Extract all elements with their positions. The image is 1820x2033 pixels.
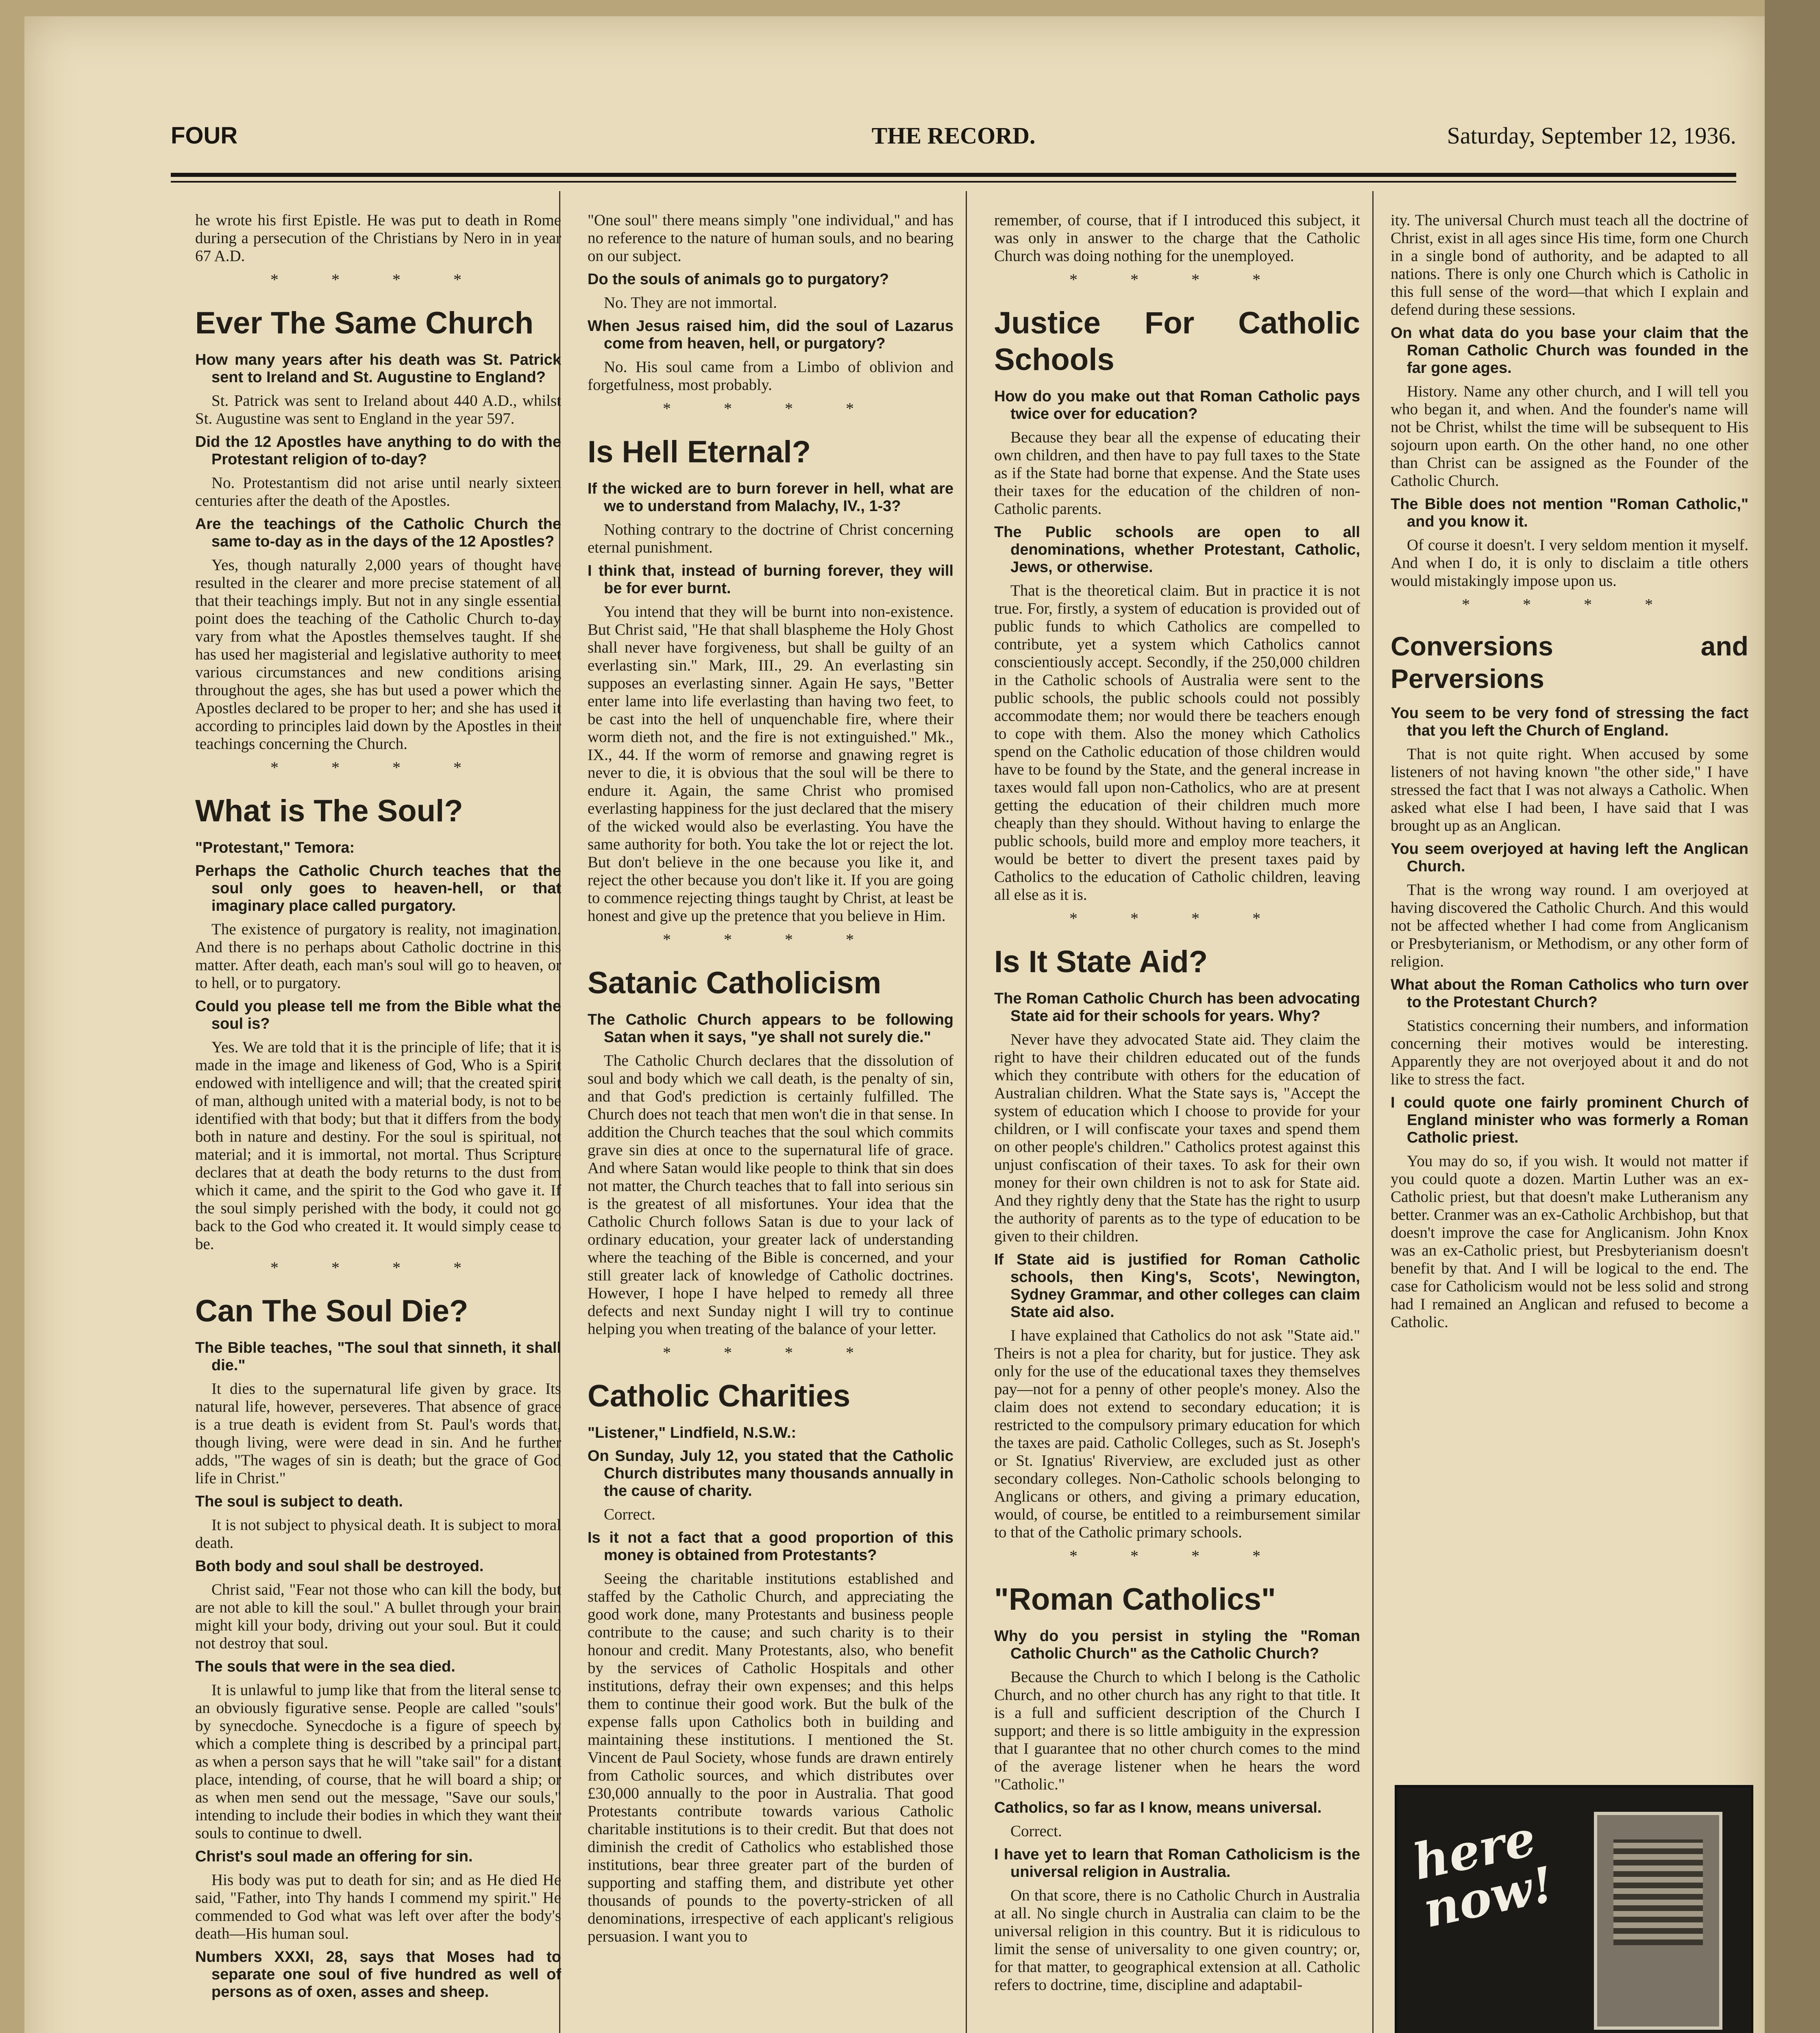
question: The Bible teaches, "The soul that sinneth, it shall die." (195, 1339, 561, 1374)
question: I think that, instead of burning forever, they will be for ever burnt. (588, 562, 954, 597)
answer: St. Patrick was sent to Ireland about 440 A.D., whilst St. Augustine was sent to England in the year 597. (195, 392, 561, 427)
section-heading: What is The Soul? (195, 794, 463, 828)
page-binding (1765, 0, 1820, 2033)
radio-cabinet-illustration (1594, 1812, 1722, 2030)
answer: The Catholic Church declares that the dissolution of soul and body which we call death, is the penalty of sin, and that God's prediction is certainly fulfilled. The Church does not teach that men won't die in that sense. In addition the Church teaches that the soul which commits grave sin dies at once to the supernatural life of grace. And where Satan would like people to think that sin does not matter, the Church teaches that to fall into serious sin is the greatest of all misfortunes. Your idea that the Catholic Church follows Satan is due to your lack of ordinary education, your greater lack of understanding where the teaching of the Bible is concerned, and your still greater lack of knowledge of Catholic doctrines. However, I hope I have helped to remedy all three defects and next Sunday night I will try to continue helping you when treating of the balance of your letter. (588, 1052, 954, 1338)
answer: Statistics concerning their numbers, and information concerning their motives would be interesting. Apparently they are not overjoyed about it and do not like to stress the fact. (1391, 1017, 1748, 1088)
question: Christ's soul made an offering for sin. (195, 1848, 473, 1865)
section-divider: * * * * (270, 270, 486, 289)
masthead-rule-thin (171, 181, 1736, 183)
section-divider: * * * * (1069, 270, 1285, 289)
column-rule (966, 191, 967, 2033)
section-heading: Is It State Aid? (994, 945, 1208, 979)
section-heading: Is Hell Eternal? (588, 435, 811, 469)
masthead (171, 122, 1736, 159)
section-divider: * * * * (270, 1258, 486, 1277)
answer: Because the Church to which I belong is the Catholic Church, and no other church has any right to that title. It is a full and sufficient description of the Church I support; and there is so little ambiguity in the expression that I guarantee that no other church comes to the mind of the average listener when he hears the word "Catholic." (994, 1668, 1360, 1793)
ad-headline: here now! (1408, 1809, 1559, 1939)
question: Both body and soul shall be destroyed. (195, 1558, 484, 1575)
masthead-rule (171, 173, 1736, 177)
paragraph: remember, of course, that if I introduced this subject, it was only in answer to the charge that the Catholic Church was doing nothing for the unemployed. (994, 211, 1360, 265)
section-divider: * * * * (663, 1343, 878, 1362)
answer: You may do so, if you wish. It would not matter if you could quote a dozen. Martin Luther was an ex-Catholic priest, but that doesn't make Lutheranism any better. Cranmer was an ex-Catholic Archbishop, but that doesn't improve the case for Anglicanism. John Knox was an ex-Catholic priest, but Presbyterianism doesn't benefit by that. And I will be logical to the end. The case for Catholicism would not be less solid and strong had I remained an Anglican and refused to become a Catholic. (1391, 1152, 1748, 1331)
section-heading: Ever The Same Church (195, 306, 534, 340)
question: How do you make out that Roman Catholic pays twice over for education? (994, 388, 1360, 422)
question: I have yet to learn that Roman Catholicism is the universal religion in Australia. (994, 1846, 1360, 1881)
answer: Yes, though naturally 2,000 years of thought have resulted in the clearer and more precise statement of all that their teachings imply. But not in any single essential point does the teaching of the Catholic Church to-day vary from what the Apostles themselves taught. If she has used her magisterial and legislative authority to meet various circumstances and new conditions arising throughout the ages, she has but used a power which the Apostles declared to be proper to her; and she has used it according to principles laid down by the Apostles in their teachings concerning the Church. (195, 556, 561, 753)
column-1 (195, 211, 561, 2007)
answer: No. Protestantism did not arise until nearly sixteen centuries after the death of the Apostles. (195, 474, 561, 509)
correspondent: "Listener," Lindfield, N.S.W.: (588, 1424, 797, 1441)
answer: I have explained that Catholics do not ask "State aid." Theirs is not a plea for charity, but for justice. They ask only for the use of the educational taxes they themselves pay—not for a penny of other people's money. Also the claim does not extend to secondary education; it is restricted to the compulsory primary education for which the taxes are paid. Catholic Colleges, such as St. Joseph's or St. Ignatius' Riverview, are excluded just as other secondary colleges. Non-Catholic schools belonging to Anglicans or others, and giving a primary education, would, of course, be entitled to a reimbursement similar to that of the Catholic primary schools. (994, 1327, 1360, 1541)
question: Why do you persist in styling the "Roman Catholic Church" as the Catholic Church? (994, 1628, 1360, 1662)
section-heading: Satanic Catholicism (588, 966, 882, 1000)
question: You seem to be very fond of stressing the fact that you left the Church of England. (1391, 705, 1748, 739)
answer: Correct. (604, 1506, 655, 1523)
section-divider: * * * * (1462, 595, 1677, 614)
answer: That is not quite right. When accused by some listeners of not having known "the other side," I have stressed the fact that I was not always a Catholic. When asked what else I had been, I have said that I was brought up as an Anglican. (1391, 745, 1748, 834)
correspondent: "Protestant," Temora: (195, 839, 355, 856)
question: How many years after his death was St. Patrick sent to Ireland and St. Augustine to England? (195, 351, 561, 386)
section-divider: * * * * (663, 930, 878, 949)
question: Did the 12 Apostles have anything to do with the Protestant religion of to-day? (195, 433, 561, 468)
answer: That is the theoretical claim. But in practice it is not true. For, firstly, a system of education is provided out of public funds to which Catholics are compelled to contribute, yet a system which Catholics cannot conscientiously accept. Secondly, if the 250,000 children in the Catholic schools of Australia were sent to the public schools, the public schools could not possibly accommodate them; nor would there be teachers enough to cope with them. Also the money which Catholics spend on the Catholic education of those children would have to be found by the State, and the general increase in taxes would fall upon non-Catholics, who are at present getting the education of their children much more cheaply than they should. Without having to enlarge the public schools, build more and employ more teachers, it would be better to divert the present taxes paid by Catholics to the education of Catholic children, leaving all else as it is. (994, 582, 1360, 903)
answer: History. Name any other church, and I will tell you who began it, and when. And the founder's name will not be Christ, whilst the time will be subsequent to His sojourn upon earth. On the other hand, no one other than Christ can be assigned as the Founder of the Catholic Church. (1391, 383, 1748, 490)
column-2 (588, 211, 954, 1951)
column-rule (1372, 191, 1374, 2033)
question: Catholics, so far as I know, means universal. (994, 1799, 1322, 1816)
section-divider: * * * * (1069, 909, 1285, 927)
answer: Because they bear all the expense of educating their own children, and then have to pay full taxes to the State as if the State had borne that expense. And the State uses their taxes for the education of the children of non-Catholic parents. (994, 429, 1360, 518)
question: The souls that were in the sea died. (195, 1658, 455, 1675)
answer: It is not subject to physical death. It is subject to moral death. (195, 1516, 561, 1552)
answer: Never have they advocated State aid. They claim the right to have their children educated out of the funds which they contribute with others for the education of Australian children. What the State says is, "Accept the system of education which I choose to provide for your children, or I will confiscate your taxes and spend them on other people's children." Catholics protest against this unjust confiscation of their taxes. To ask for their own money for their own children is not to ask for State aid. And they rightly deny that the State has the right to usurp the authority of parents as to the type of education to be given to their children. (994, 1031, 1360, 1245)
section-heading: "Roman Catholics" (994, 1582, 1276, 1617)
answer: You intend that they will be burnt into non-existence. But Christ said, "He that shall blaspheme the Holy Ghost shall never have forgiveness, but shall be guilty of an everlasting sin." Mark, III., 29. An everlasting sin supposes an everlasting sinner. Again He says, "Better enter lame into life everlasting than having two feet, to be cast into the hell of unquenchable fire, where their worm dieth not, and the fire is not extinguished." Mk., IX., 44. If the worm of remorse and gnawing regret is never to die, it is obvious that the soul will be there to endure it. Again, the same Christ who promised everlasting happiness for the just declared that the misery of the wicked would also be everlasting. You have the same authority for both. You take the lot or reject the lot. But don't believe in the one because you like it, and reject the other because you don't like it. If you are going to commence rejecting things taught by Christ, at least be honest and give up the pretence that you believe in Him. (588, 603, 954, 925)
answer: The existence of purgatory is reality, not imagination. And there is no perhaps about Catholic doctrine in this matter. After death, each man's soul will go to heaven, or to hell, or to purgatory. (195, 921, 561, 992)
section-heading: Catholic Charities (588, 1379, 851, 1413)
page-number: FOUR (171, 122, 238, 149)
question: Do the souls of animals go to purgatory? (588, 271, 889, 288)
question: The Bible does not mention "Roman Catholic," and you know it. (1391, 496, 1748, 530)
question: If the wicked are to burn forever in hell, what are we to understand from Malachy, IV., 1-3? (588, 480, 954, 515)
question: I could quote one fairly prominent Church of England minister who was formerly a Roman Catholic priest. (1391, 1094, 1748, 1146)
question: Is it not a fact that a good proportion of this money is obtained from Protestants? (588, 1529, 954, 1564)
section-heading: Can The Soul Die? (195, 1294, 468, 1328)
answer: Of course it doesn't. I very seldom mention it myself. And when I do, it is only to disclaim a title others would mistakingly impose upon us. (1391, 536, 1748, 590)
section-heading: Conversions and Perversions (1391, 631, 1748, 694)
question: On Sunday, July 12, you stated that the Catholic Church distributes many thousands annually in the cause of charity. (588, 1447, 954, 1500)
answer: Yes. We are told that it is the principle of life; that it is made in the image and likeness of God, Who is a Spirit endowed with intelligence and will; that the created spirit of man, although united with a material body, is not to be identified with that body; but that it differs from the body both in nature and destiny. For the soul is spiritual, not material; and it is immortal, not mortal. Thus Scripture declares that at death the body returns to the dust from which it came, and the spirit to the God who gave it. If the soul simply perished with the body, it could not go back to the God who created it. It would simply cease to be. (195, 1038, 561, 1253)
newspaper-title: THE RECORD. (871, 122, 1036, 149)
answer: It dies to the supernatural life given by grace. Its natural life, however, perseveres. That absence of grace is a true death is evident from St. Paul's words that, though living, were were dead in sin. And he further adds, "The wages of sin is death; but the grace of God life in Christ." (195, 1380, 561, 1487)
question: The soul is subject to death. (195, 1493, 403, 1510)
speaker-grill (1613, 1839, 1703, 1945)
column-4 (1391, 211, 1748, 1337)
section-divider: * * * * (663, 399, 878, 418)
answer: His body was put to death for sin; and as He died He said, "Father, into Thy hands I commend my spirit." He commended to God what was left over after the body's death—His human soul. (195, 1871, 561, 1942)
section-heading: Justice For Catholic Schools (994, 306, 1360, 377)
question: When Jesus raised him, did the soul of Lazarus come from heaven, hell, or purgatory? (588, 318, 954, 352)
section-divider: * * * * (270, 758, 486, 777)
question: Perhaps the Catholic Church teaches that the soul only goes to heaven-hell, or that imaginary place called purgatory. (195, 862, 561, 914)
tasma-radio-advertisement (1395, 1785, 1753, 2033)
question: Are the teachings of the Catholic Church the same to-day as in the days of the 12 Apostles? (195, 516, 561, 550)
question: The Catholic Church appears to be following Satan when it says, "ye shall not surely die." (588, 1011, 954, 1046)
question: What about the Roman Catholics who turn over to the Protestant Church? (1391, 976, 1748, 1011)
question: If State aid is justified for Roman Catholic schools, then King's, Scots', Newington, Sydney Grammar, and other colleges can claim State aid also. (994, 1251, 1360, 1321)
answer: No. His soul came from a Limbo of oblivion and forgetfulness, most probably. (588, 358, 954, 394)
answer: That is the wrong way round. I am overjoyed at having discovered the Catholic Church. And this would not be affected whether I had come from Anglicanism or Presbyterianism, or Methodism, or any other form of religion. (1391, 881, 1748, 970)
column-3 (994, 211, 1360, 2000)
question: The Roman Catholic Church has been advocating State aid for their schools for years. Why? (994, 990, 1360, 1025)
paragraph: ity. The universal Church must teach all the doctrine of Christ, exist in all ages since His time, form one Church in a single bond of authority, and be adapted to all nations. There is only one Church which is Catholic in this full sense of the word—that which I explain and defend during these sessions. (1391, 211, 1748, 318)
answer: No. They are not immortal. (604, 294, 777, 311)
answer: It is unlawful to jump like that from the literal sense to an obviously figurative sense. People are called "souls" by synecdoche. Synecdoche is a figure of speech by which a complete thing is described by a principal part, as when a person says that he will "take sail" for a distant place, intending, of course, that he will board a ship; or as when men send out the message, "Save our souls," intending to include their bodies in which they want their souls to continue to dwell. (195, 1681, 561, 1842)
question: Numbers XXXI, 28, says that Moses had to separate one soul of five hundred as well of persons as of oxen, asses and sheep. (195, 1948, 561, 2000)
question: On what data do you base your claim that the Roman Catholic Church was founded in the far gone ages. (1391, 324, 1748, 377)
question: You seem overjoyed at having left the Anglican Church. (1391, 840, 1748, 875)
answer: On that score, there is no Catholic Church in Australia at all. No single church in Australia can claim to be the universal religion in this country. But it is ridiculous to limit the sense of universality to one given country; or, for that matter, to geographical extension at all. Catholic refers to doctrine, time, discipline and adaptabil- (994, 1887, 1360, 1994)
answer: Nothing contrary to the doctrine of Christ concerning eternal punishment. (588, 521, 954, 556)
answer: Christ said, "Fear not those who can kill the body, but are not able to kill the soul." A bullet through your brain might kill your body, driving out your soul. But it could not destroy that soul. (195, 1581, 561, 1652)
paragraph: he wrote his first Epistle. He was put to death in Rome during a persecution of the Christians by Nero in in year 67 A.D. (195, 211, 561, 265)
paragraph: "One soul" there means simply "one individual," and has no reference to the nature of human souls, and no bearing on our subject. (588, 211, 954, 265)
question: Could you please tell me from the Bible what the soul is? (195, 998, 561, 1032)
question: The Public schools are open to all denominations, whether Protestant, Catholic, Jews, or otherwise. (994, 524, 1360, 576)
answer: Correct. (1010, 1822, 1062, 1840)
answer: Seeing the charitable institutions established and staffed by the Catholic Church, and appreciating the good work done, many Protestants and business people contribute to the cause; and such charity is to their honour and credit. Many Protestants, also, who benefit by the services of Catholic Hospitals and other institutions, defray their own expenses; and this helps them to continue their good work. But the bulk of the expense falls upon Catholics both in building and maintaining these institutions. I mentioned the St. Vincent de Paul Society, whose funds are drawn entirely from Catholic sources, and which distributes over £30,000 annually to the poor in Australia. That good Protestants contribute towards various Catholic charitable institutions is to their credit. But that does not diminish the credit of Catholics who established those institutions, bear three greater part of the burden of supporting and staffing them, and distribute yet other thousands of pounds to the poverty-stricken of all denominations, irrespective of each applicant's religious persuasion. I want you to (588, 1570, 954, 1945)
issue-date: Saturday, September 12, 1936. (1447, 122, 1736, 149)
section-divider: * * * * (1069, 1547, 1285, 1565)
